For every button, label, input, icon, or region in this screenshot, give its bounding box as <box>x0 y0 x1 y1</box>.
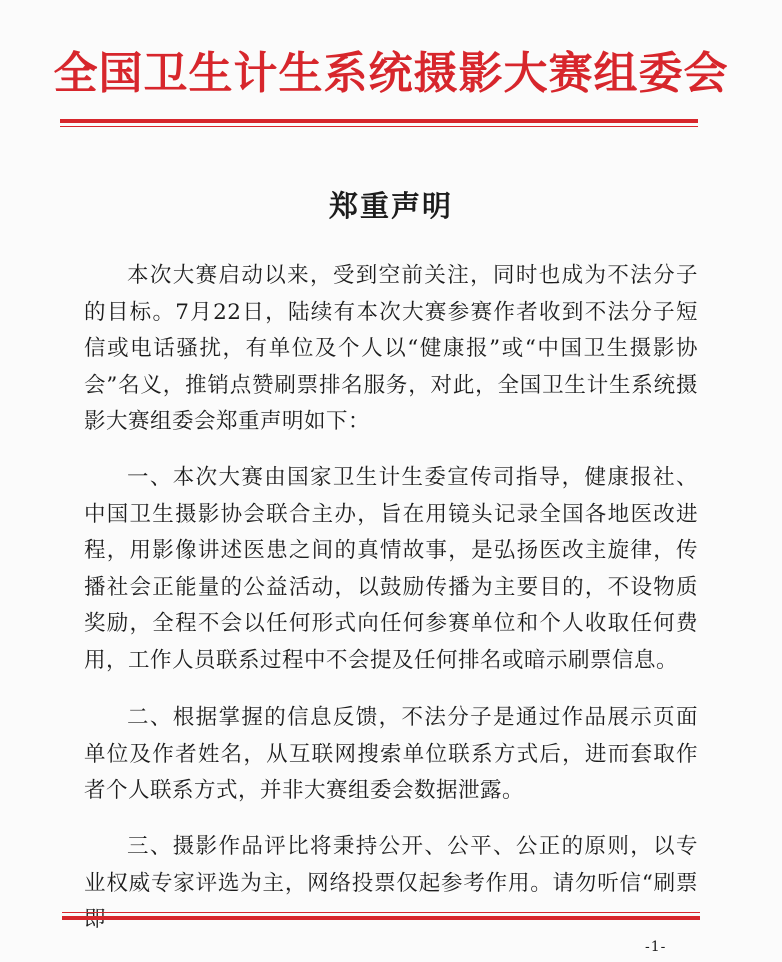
footer-rule-thick <box>62 916 700 920</box>
page-number: -1- <box>645 939 667 955</box>
letterhead-title: 全国卫生计生系统摄影大赛组委会 <box>53 48 729 99</box>
letterhead-rule-thick <box>60 119 698 123</box>
document-title: 郑重声明 <box>328 189 453 223</box>
clause-3-paragraph: 三、摄影作品评比将秉持公开、公平、公正的原则，以专业权威专家评选为主，网络投票仅起参考作用。请勿听信“刷票 <box>84 834 698 896</box>
intro-paragraph: 本次大赛启动以来，受到空前关注，同时也成为不法分子的目标。7月22日，陆续有本次大赛参赛作者收到不法分子短信或电话骚扰，有单位及个人以“健康报”或“中国卫生摄影协会”名义，推销点赞刷票排名服务，对此，全国卫生计生系统摄影大赛组委会郑重声明如下： <box>84 263 698 434</box>
letterhead-rule-thin <box>60 126 698 127</box>
clause-1-paragraph: 一、本次大赛由国家卫生计生委宣传司指导，健康报社、中国卫生摄影协会联合主办，旨在用镜头记录全国各地医改进程，用影像讲述医患之间的真情故事，是弘扬医改主旋律，传播社会正能量的公益活动，以鼓励传播为主要目的，不设物质奖励，全程不会以任何形式向任何参赛单位和个人收取任何费用，工作人员联系过程中不会提及任何排名或暗示刷票信息。 <box>84 465 698 673</box>
clause-2-paragraph: 二、根据掌握的信息反馈，不法分子是通过作品展示页面单位及作者姓名，从互联网搜索单位联系方式后，进而套取作者个人联系方式，并非大赛组委会数据泄露。 <box>84 705 698 803</box>
footer-rule-thin <box>62 912 700 913</box>
